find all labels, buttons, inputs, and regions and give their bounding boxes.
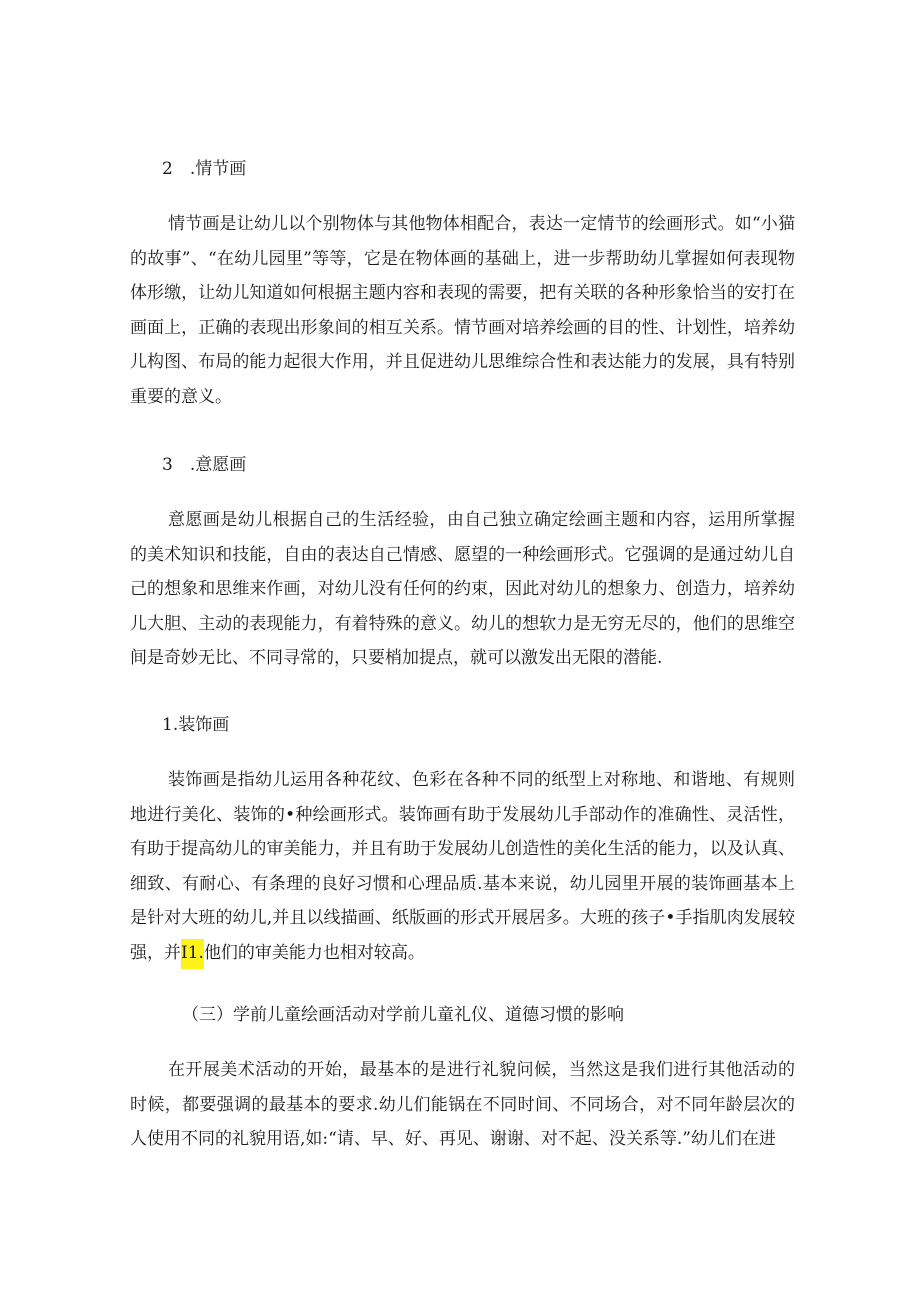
section-heading-qingjiehua: 2 .情节画 [162,159,247,179]
paragraph-qingjiehua: 情节画是让幼儿以个别物体与其他物体相配合，表达一定情节的绘画形式。如“小猫的故事”、“在幼儿园里”等等，它是在物体画的基础上，进一步帮助幼儿掌握如何表现物体形缴，让幼儿知道如何根据主题内容和表现的需要，把有关联的各种形象恰当的安打在画面上，正确的表现出形象间的相互关系。情节画对培养绘画的目的性、计划性，培养幼儿构图、布局的能力起很大作用，并且促进幼儿思维综合性和表达能力的发展，具有特别重要的意义。 [130,214,795,407]
paragraph-zhuangshihua-text-end: 他们的审美能力也相对较高。 [203,942,425,963]
paragraph-yiyuanhua: 意愿画是幼儿根据自己的生活经验，由自己独立确定绘画主题和内容，运用所掌握的美术知识和技能，自由的表达自己情感、愿望的一种绘画形式。它强调的是通过幼儿自己的想象和思维来作画，对幼儿没有任何的约束，因此对幼儿的想象力、创造力，培养幼儿大胆、主动的表现能力，有着特殊的意义。幼儿的想软力是无穷无尽的，他们的思维空间是奇妙无比、不同寻常的，只要梢加提点，就可以激发出无限的潜能. [130,510,795,668]
section-heading-yiyuanhua: 3 .意愿画 [162,455,247,475]
paragraph-liyi-daode: 在开展美术活动的开始，最基本的是进行礼貌问候，当然这是我们进行其他活动的时候，都要强调的最基本的要求.幼儿们能锅在不同时间、不同场合，对不同年龄层次的人使用不同的礼貌用语,如:“请、早、好、再见、谢谢、对不起、没关系等.”幼儿们在进 [130,1060,795,1149]
highlighted-text-mark: I1. [181,939,204,969]
paragraph-zhuangshihua-text: 装饰画是指幼儿运用各种花纹、色彩在各种不同的纸型上对称地、和谐地、有规则地进行美化、装饰的•种绘画形式。装饰画有助于发展幼儿手部动作的准确性、灵活性，有助于提高幼儿的审美能力，并且有助于发展幼儿创造性的美化生活的能力，以及认真、细致、有耐心、有条理的良好习惯和心理品质.基本来说，幼儿园里开展的装饰画基本上是针对大班的幼儿,并且以线描画、纸版画的形式开展居多。大班的孩子•手指肌肉发展较强，并 [130,770,795,963]
paragraph-zhuangshihua [130,763,795,970]
section-heading-zhuangshihua: 1.装饰画 [162,715,230,735]
section-heading-liyi-daode: （三）学前儿童绘画活动对学前儿童礼仪、道德习惯的影响 [182,1005,624,1025]
